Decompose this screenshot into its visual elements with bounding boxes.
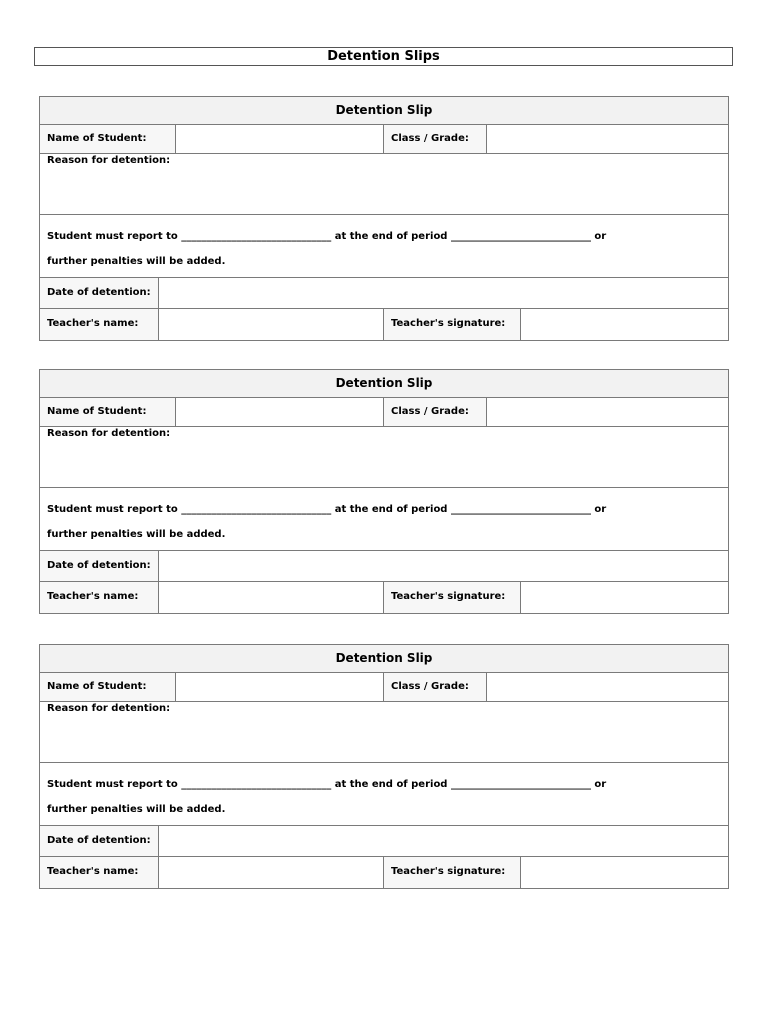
detention-slip bbox=[39, 96, 729, 341]
class-grade-field[interactable] bbox=[487, 398, 728, 426]
reason-field[interactable] bbox=[40, 702, 728, 763]
date-field[interactable] bbox=[159, 826, 728, 856]
reason-field[interactable] bbox=[40, 154, 728, 215]
class-grade-field[interactable] bbox=[487, 125, 728, 153]
teacher-signature-label: Teacher's signature: bbox=[384, 309, 521, 340]
teacher-signature-field[interactable] bbox=[521, 309, 728, 340]
page-title: Detention Slips bbox=[34, 47, 733, 66]
teacher-name-field[interactable] bbox=[159, 309, 384, 340]
student-class-row bbox=[40, 673, 728, 702]
report-instructions bbox=[40, 215, 728, 278]
class-grade-label: Class / Grade: bbox=[384, 125, 487, 153]
reason-label: Reason for detention: bbox=[47, 428, 171, 439]
report-line-2: further penalties will be added. bbox=[47, 804, 226, 815]
detention-slip bbox=[39, 644, 729, 889]
class-grade-label: Class / Grade: bbox=[384, 673, 487, 701]
detention-slip bbox=[39, 369, 729, 614]
teacher-row bbox=[40, 309, 728, 340]
report-instructions bbox=[40, 763, 728, 826]
student-name-field[interactable] bbox=[176, 125, 384, 153]
class-grade-label: Class / Grade: bbox=[384, 398, 487, 426]
slip-heading: Detention Slip bbox=[40, 645, 728, 673]
reason-label: Reason for detention: bbox=[47, 155, 171, 166]
teacher-signature-label: Teacher's signature: bbox=[384, 582, 521, 613]
report-instructions bbox=[40, 488, 728, 551]
student-name-field[interactable] bbox=[176, 673, 384, 701]
date-row bbox=[40, 551, 728, 582]
date-label: Date of detention: bbox=[40, 551, 159, 581]
date-row bbox=[40, 278, 728, 309]
report-line-2: further penalties will be added. bbox=[47, 529, 226, 540]
date-field[interactable] bbox=[159, 278, 728, 308]
teacher-row bbox=[40, 857, 728, 888]
teacher-name-label: Teacher's name: bbox=[40, 309, 159, 340]
student-class-row bbox=[40, 125, 728, 154]
student-name-field[interactable] bbox=[176, 398, 384, 426]
student-name-label: Name of Student: bbox=[40, 673, 176, 701]
date-label: Date of detention: bbox=[40, 826, 159, 856]
teacher-name-field[interactable] bbox=[159, 582, 384, 613]
student-name-label: Name of Student: bbox=[40, 398, 176, 426]
teacher-name-label: Teacher's name: bbox=[40, 582, 159, 613]
date-row bbox=[40, 826, 728, 857]
report-line-1: Student must report to ______________________________ at the end of period ____________________________ or bbox=[47, 779, 607, 790]
report-line-2: further penalties will be added. bbox=[47, 256, 226, 267]
report-line-1: Student must report to ______________________________ at the end of period ____________________________ or bbox=[47, 231, 607, 242]
slip-heading: Detention Slip bbox=[40, 370, 728, 398]
teacher-signature-field[interactable] bbox=[521, 582, 728, 613]
teacher-name-label: Teacher's name: bbox=[40, 857, 159, 888]
teacher-signature-field[interactable] bbox=[521, 857, 728, 888]
student-class-row bbox=[40, 398, 728, 427]
report-line-1: Student must report to ______________________________ at the end of period ____________________________ or bbox=[47, 504, 607, 515]
teacher-row bbox=[40, 582, 728, 613]
student-name-label: Name of Student: bbox=[40, 125, 176, 153]
class-grade-field[interactable] bbox=[487, 673, 728, 701]
reason-label: Reason for detention: bbox=[47, 703, 171, 714]
reason-field[interactable] bbox=[40, 427, 728, 488]
teacher-signature-label: Teacher's signature: bbox=[384, 857, 521, 888]
teacher-name-field[interactable] bbox=[159, 857, 384, 888]
date-label: Date of detention: bbox=[40, 278, 159, 308]
slip-heading: Detention Slip bbox=[40, 97, 728, 125]
date-field[interactable] bbox=[159, 551, 728, 581]
